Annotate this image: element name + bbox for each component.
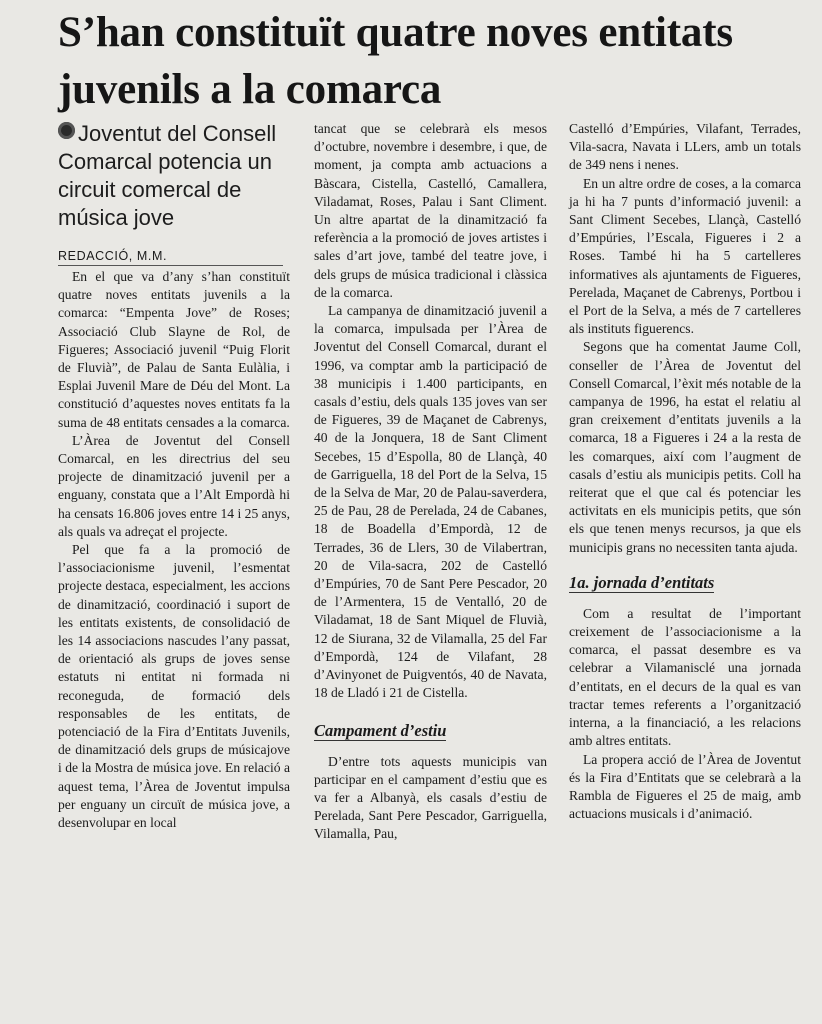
paragraph: D’entre tots aquests municipis van participar en el campament d’estiu que es va fer a Albanyà, els casals d’estiu de Perelada, Sant Pere Pescador, Garriguella, Vilamalla, Pau, — [314, 753, 547, 842]
column-3 — [569, 120, 801, 823]
section-heading-campament: Campament d’estiu — [314, 720, 447, 740]
paragraph: La campanya de dinamització juvenil a la comarca, impulsada per l’Àrea de Joventut del Consell Comarcal, durant el 1996, va comptar amb la participació de 38 municipis i 1.400 participants, en casals d’estiu, dels quals 135 joves van ser de Figueres, 39 de Maçanet de Cabrenys, 40 de la Jonquera, 18 de Sant Climent Secebes, 15 d’Espolla, 80 de Llançà, 40 de Garriguella, 18 del Port de la Selva, 15 de la Selva de Mar, 20 de Palau-saverdera, 25 de Pau, 28 de Perelada, 24 de Cabanes, 18 de Boadella d’Empordà, 12 de Terrades, 36 de Llers, 30 de Vilabertran, 20 de Vila-sacra, 202 de Castelló d’Empúries, 70 de Sant Pere Pescador, 20 de l’Armentera, 15 de Ventalló, 20 de Viladamat, 18 de Sant Miquel de Fluvià, 12 de Siurana, 32 de Vilamalla, 25 del Far d’Empordà, 124 de Vilafant, 28 d’Avinyonet de Puigventós, 40 de Navata, 18 de Lladó i 21 de Cistella. — [314, 303, 547, 701]
paragraph: tancat que se celebrarà els mesos d’octubre, novembre i desembre, i que, de moment, ja compta amb actuacions a Bàscara, Cistella, Castelló, Camallera, Viladamat, Roses, Palau i Sant Climent. Un altre apartat de la dinamització fa referència a la promoció de joves artistes i sales d’art jove, també del teatre jove, i dels grups de música tradicional i clàssica de la comarca. — [314, 121, 547, 300]
paragraph: En un altre ordre de coses, a la comarca ja hi ha 7 punts d’informació juvenil: a Sant Climent Secebes, Llançà, Castelló d’Empúries, l’Escala, Figueres i 2 a Roses. També hi ha 5 cartelleres informatives als ajuntaments de Figueres, Perelada, Maçanet de Cabrenys, Portbou i el Port de la Selva, a més de 7 cartelleres als instituts figuerencs. — [569, 175, 801, 337]
paragraph: L’Àrea de Joventut del Consell Comarcal, en les directrius del seu projecte de dinamització juvenil per a enguany, constata que a l’Alt Empordà hi ha censats 16.806 joves entre 14 i 25 anys, als quals va adreçat el projecte. — [58, 432, 290, 539]
headline: S’han constituït quatre noves entitats juvenils a la comarca — [58, 9, 733, 113]
paragraph: Castelló d’Empúries, Vilafant, Terrades, Vila-sacra, Navata i LLers, amb un totals de 349 nens i nenes. — [569, 121, 801, 173]
subheadline-block — [58, 120, 290, 232]
section-heading-jornada: 1a. jornada d’entitats — [569, 572, 715, 592]
paragraph: Com a resultat de l’important creixement de l’associacionisme a la comarca, el passat desembre es va celebrar a Vilamanisclé una jornada d’entitats, en el decurs de la qual es van tractar temes referents a l’organització interna, a la financiació, a les relacions amb altres entitats. — [569, 605, 801, 749]
byline: REDACCIÓ, M.M. — [58, 248, 283, 266]
round-bullet-icon — [58, 122, 75, 139]
column-1 — [58, 120, 290, 832]
subheadline: Joventut del Consell Comarcal potencia un circuit comercal de música jove — [58, 121, 277, 230]
paragraph: Segons que ha comentat Jaume Coll, conseller de l’Àrea de Joventut del Consell Comarcal, l’èxit més notable de la campanya de 1996, ha estat el relatiu al gran creixement d’entitats juvenils a la comarca, 18 a Figueres i 24 a la resta de les comarques, així com l’augment de casals d’estiu als municipis petits. Coll ha reiterat que el que cal és potenciar les activitats en els municipis petits, que són els que tenen menys recursos, ja que els municipis grans no necessiten tanta ajuda. — [569, 339, 801, 555]
paragraph: La propera acció de l’Àrea de Joventut és la Fira d’Entitats que se celebrarà a la Rambla de Figueres el 25 de maig, amb actuacions musicals i d’animació. — [569, 751, 801, 822]
paragraph: Pel que fa a la promoció de l’associacionisme juvenil, l’esmentat projecte destaca, especialment, les accions de dinamització, coordinació i suport de les entitats existents, de consolidació de les 14 associacions nascudes l’any passat, de orientació als grups de joves sense estatuts ni entitat ni formada ni reconeguda, de formació dels responsables de les entitats, de potenciació de la Fira d’Entitats Juvenils, de dinamització dels grups de músicajove i de la Mostra de música jove. En relació a aquest tema, l’Àrea de Joventut impulsa per enguany un circuït de música jove, a desenvolupar en local — [58, 542, 290, 831]
column-2 — [314, 120, 547, 844]
paragraph: En el que va d’any s’han constituït quatre noves entitats juvenils a la comarca: “Empenta Jove” de Roses; Associació Club Slayne de Rol, de Figueres; Associació juvenil “Puig Florit de Fluvià”, de Palau de Santa Eulàlia, i Esplai Juvenil Mare de Déu del Mont. La constitució d’aquestes noves entitats fa la suma de 48 entitats censades a la comarca. — [58, 269, 290, 430]
